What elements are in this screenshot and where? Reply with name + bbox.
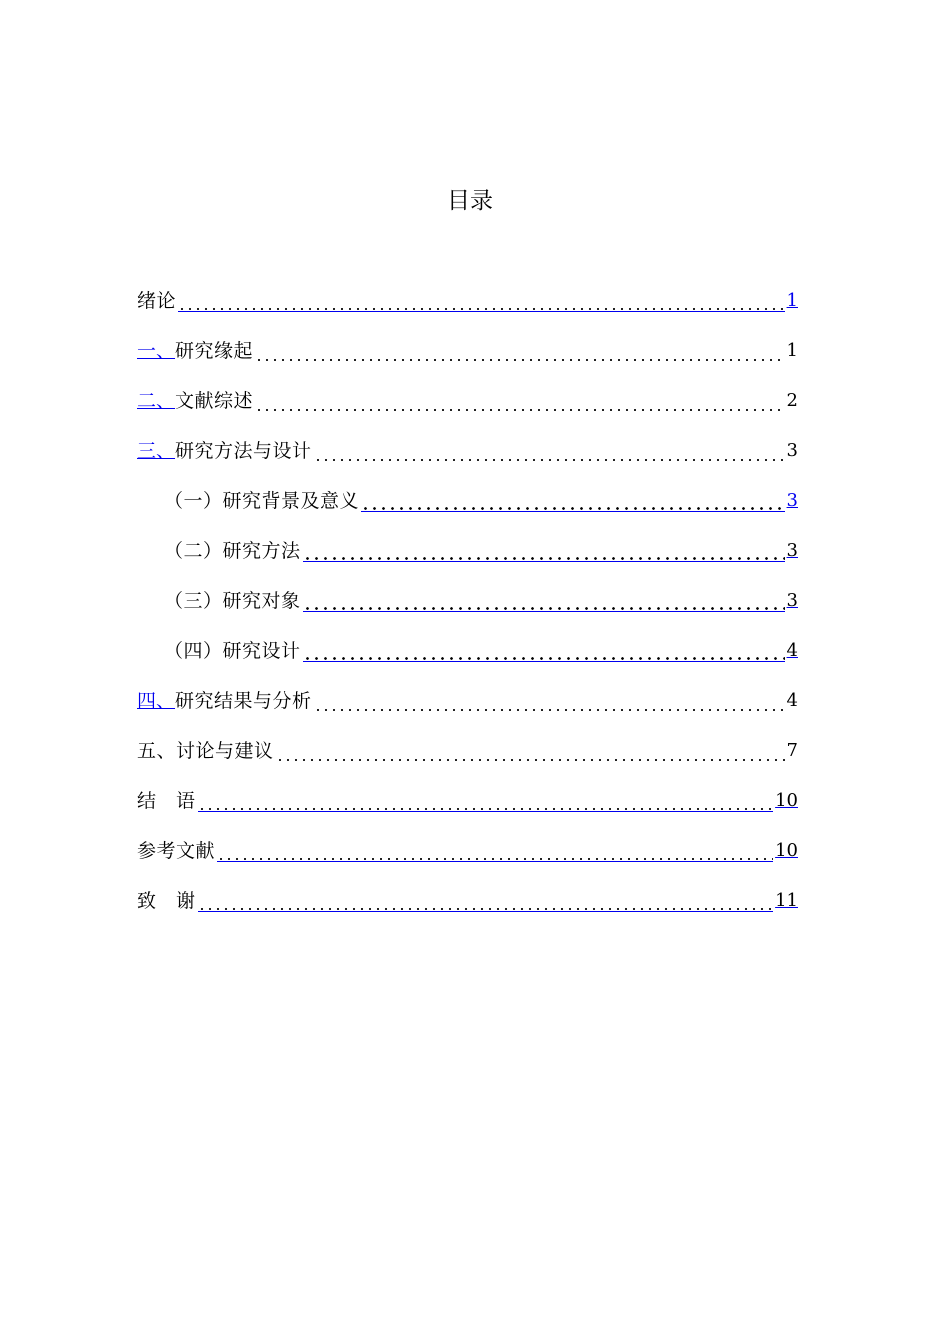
toc-entry-references[interactable]	[137, 834, 798, 864]
toc-entry-research-methods[interactable]	[164, 534, 798, 564]
toc-leader-dots	[198, 891, 774, 912]
toc-entry-label: （三）研究对象	[164, 590, 301, 612]
toc-entry-label: 研究结果与分析	[175, 690, 312, 712]
toc-entry-label: 文献综述	[175, 390, 254, 412]
toc-page-number: 4	[786, 640, 798, 661]
toc-entry-research-subjects[interactable]	[164, 584, 798, 614]
toc-entry-label: （一）研究背景及意义	[164, 490, 360, 512]
toc-page-number: 4	[786, 690, 798, 711]
toc-page-number: 10	[775, 840, 798, 861]
toc-entry-methods-design[interactable]	[137, 434, 798, 464]
toc-page-number: 10	[775, 790, 798, 811]
toc-leader-dots	[361, 491, 785, 512]
toc-leader-dots	[217, 841, 773, 862]
toc-leader-dots	[303, 541, 785, 562]
toc-entry-label: 研究缘起	[175, 340, 254, 362]
toc-entry-background-significance[interactable]	[164, 484, 798, 514]
toc-page-number: 1	[786, 290, 798, 311]
toc-entry-label: 五、讨论与建议	[137, 740, 274, 762]
toc-leader-dots	[255, 390, 785, 412]
toc-leader-dots	[303, 591, 785, 612]
toc-entry-prefix-link[interactable]: 二、	[137, 390, 176, 412]
toc-entry-research-origin[interactable]	[137, 334, 798, 364]
toc-entry-label: （二）研究方法	[164, 540, 301, 562]
toc-entry-results-analysis[interactable]	[137, 684, 798, 714]
toc-entry-acknowledgements[interactable]	[137, 884, 798, 914]
toc-entry-label: 绪论	[137, 290, 177, 312]
toc-leader-dots	[178, 291, 785, 312]
toc-entry-label: （四）研究设计	[164, 640, 301, 662]
toc-entry-label: 研究方法与设计	[175, 440, 312, 462]
toc-leader-dots	[198, 791, 774, 812]
page-title: 目录	[447, 188, 493, 214]
toc-entry-conclusion[interactable]	[137, 784, 798, 814]
toc-entry-prefix-link[interactable]: 三、	[137, 440, 176, 462]
toc-entry-label: 结 语	[137, 790, 196, 812]
toc-entry-prefix-link[interactable]: 一、	[137, 340, 176, 362]
toc-leader-dots	[314, 440, 785, 462]
toc-page-number: 11	[775, 890, 798, 911]
toc-leader-dots	[314, 690, 785, 712]
toc-page-number: 1	[786, 340, 798, 361]
toc-leader-dots	[255, 340, 785, 362]
toc-entry-research-design[interactable]	[164, 634, 798, 664]
toc-entry-introduction[interactable]	[137, 284, 798, 314]
toc-entry-prefix-link[interactable]: 四、	[137, 690, 176, 712]
toc-page-number: 7	[786, 740, 798, 761]
toc-page-number: 3	[786, 440, 798, 461]
toc-leader-dots	[276, 740, 785, 762]
toc-page-number: 3	[786, 540, 798, 561]
toc-entry-literature-review[interactable]	[137, 384, 798, 414]
toc-entry-discussion-suggestions[interactable]	[137, 734, 798, 764]
toc-leader-dots	[303, 641, 785, 662]
toc-page-number: 2	[786, 390, 798, 411]
toc-page-number: 3	[786, 590, 798, 611]
toc-page-number: 3	[786, 490, 798, 511]
toc-entry-label: 参考文献	[137, 840, 216, 862]
toc-entry-label: 致 谢	[137, 890, 196, 912]
